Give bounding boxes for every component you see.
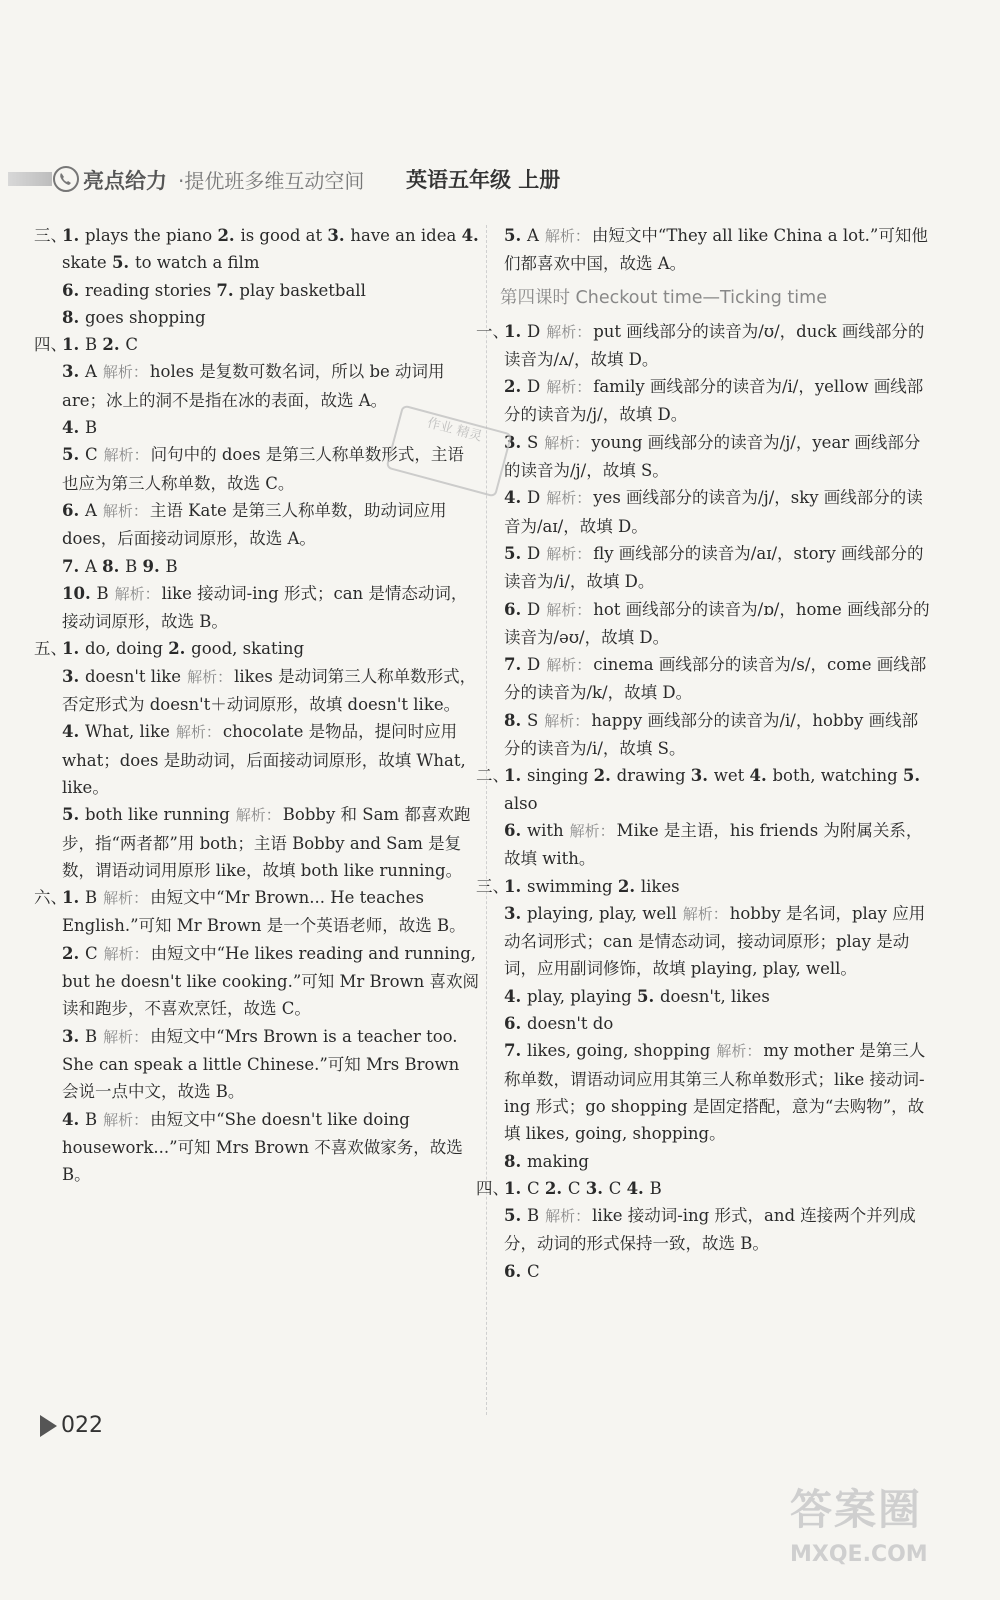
question-number: 7. <box>504 1041 527 1061</box>
answer-item <box>504 707 932 763</box>
answer-text: 主语 Kate 是第三人称单数，助动词应用 does，后面接动词原形，故选 A。 <box>62 500 447 549</box>
answer-text: likes <box>640 876 680 896</box>
analysis-label: 解析： <box>546 322 592 341</box>
answer-text: doesn't like <box>84 666 182 686</box>
analysis-label: 解析： <box>545 1207 591 1226</box>
question-number: 3. <box>62 362 85 382</box>
page-number: 022 <box>61 1413 103 1438</box>
answer-text: What, like <box>84 722 170 742</box>
answer-text: Mike 是主语，his friends 为附属关系，故填 with。 <box>504 820 923 869</box>
analysis-label: 解析： <box>103 944 149 963</box>
answer-item <box>62 663 480 719</box>
answer-item <box>62 801 480 884</box>
answer-text: C <box>567 1178 586 1198</box>
answer-text: likes 是动词第三人称单数形式，否定形式为 doesn't＋动词原形，故填 doesn't like。 <box>62 666 477 715</box>
answer-item <box>476 318 932 374</box>
question-number: 5. <box>902 766 921 786</box>
question-number: 1. <box>504 1178 527 1198</box>
answer-text: plays the piano <box>84 226 218 245</box>
answer-text: swimming <box>526 876 618 896</box>
question-number: 2. <box>617 876 641 896</box>
answer-text: holes 是复数可数名词，所以 be 动词用 are；冰上的洞不是指在冰的表面，故选 A。 <box>62 362 445 410</box>
question-number: 2. <box>504 377 527 397</box>
answer-text: S <box>526 710 539 730</box>
section-number: 六、 <box>34 888 67 908</box>
question-number: 1. <box>504 876 527 896</box>
answer-text: B <box>84 335 103 355</box>
analysis-label: 解析： <box>569 821 615 840</box>
question-number: 4. <box>504 488 527 508</box>
analysis-label: 解析： <box>546 656 592 675</box>
answer-item <box>504 222 932 278</box>
answer-text: doesn't, likes <box>659 986 770 1006</box>
analysis-label: 解析： <box>103 446 149 465</box>
question-number: 4. <box>62 418 85 438</box>
question-number: 3. <box>62 1026 85 1046</box>
analysis-label: 解析： <box>103 1027 149 1046</box>
question-number: 2. <box>102 335 126 355</box>
answer-item <box>504 1037 932 1147</box>
section-number: 一、 <box>476 321 509 341</box>
answer-item <box>34 884 480 940</box>
answer-text: play, playing <box>526 986 637 1006</box>
analysis-label: 解析： <box>544 227 590 245</box>
answer-text: fly 画线部分的读音为/aɪ/，story 画线部分的读音为/i/，故填 D。 <box>504 543 924 592</box>
analysis-label: 解析： <box>716 1042 762 1061</box>
answer-text: B <box>84 888 98 908</box>
answer-text: B <box>84 1109 98 1129</box>
question-number: 6. <box>504 1014 527 1034</box>
answer-text: chocolate 是物品，提问时应用 what；does 是助动词，后面接动词原形，故填 What, like。 <box>62 722 466 797</box>
question-number: 3. <box>504 432 527 452</box>
question-number: 3. <box>62 666 85 686</box>
answer-text: my mother 是第三人称单数，谓语动词应用其第三人称单数形式；like 接动词-ing 形式；go shopping 是固定搭配，意为“去购物”，故填 likes, going, shopping。 <box>504 1041 926 1144</box>
answer-text: 由短文中“Mrs Brown is a teacher too. She can speak a little Chinese.”可知 Mrs Brown 会说一点中文，故选 B。 <box>62 1026 460 1102</box>
answer-text: put 画线部分的读音为/ʊ/，duck 画线部分的读音为/ʌ/，故填 D。 <box>504 321 925 369</box>
question-number: 1. <box>62 639 85 659</box>
question-number: 1. <box>62 888 85 908</box>
question-number: 6. <box>62 500 85 520</box>
answer-text: is good at <box>240 226 328 245</box>
answer-text: B <box>526 1206 540 1226</box>
section-number: 四、 <box>34 335 67 355</box>
analysis-label: 解析： <box>682 904 728 923</box>
answer-text: both like running <box>84 805 230 825</box>
answer-text: family 画线部分的读音为/i/，yellow 画线部分的读音为/j/，故填 D。 <box>504 377 924 425</box>
section-number: 三、 <box>476 876 509 896</box>
answer-text: hot 画线部分的读音为/ɒ/，home 画线部分的读音为/əʊ/，故填 D。 <box>504 599 930 647</box>
question-number: 5. <box>62 445 85 465</box>
question-number: 2. <box>168 639 192 659</box>
question-number: 2. <box>593 766 617 786</box>
right-column-top <box>504 222 932 278</box>
answer-text: D <box>526 377 541 397</box>
answer-text: good, skating <box>191 639 305 659</box>
question-number: 4. <box>461 226 479 245</box>
answer-text: have an idea <box>350 226 462 245</box>
question-number: 4. <box>504 986 527 1006</box>
homework-stamp: 作业 精灵 <box>385 404 512 497</box>
answer-item <box>62 580 480 636</box>
answer-item <box>504 900 932 983</box>
answer-text: B <box>125 556 143 576</box>
answer-text: making <box>526 1151 589 1171</box>
answer-text: drawing <box>616 766 691 786</box>
answer-text: D <box>526 321 541 341</box>
answer-text: doesn't do <box>526 1014 614 1034</box>
answer-item <box>476 873 932 900</box>
question-number: 5. <box>504 226 527 245</box>
answer-text: C <box>526 1261 540 1281</box>
answer-text: C <box>608 1178 627 1198</box>
answer-text: A <box>84 362 97 382</box>
analysis-label: 解析： <box>102 501 148 520</box>
answer-item <box>504 540 932 596</box>
answer-item <box>504 484 932 540</box>
question-number: 6. <box>504 820 527 840</box>
question-number: 3. <box>690 766 714 786</box>
answer-text: young 画线部分的读音为/j/，year 画线部分的读音为/j/，故填 S。 <box>504 432 921 481</box>
question-number: 1. <box>504 321 527 341</box>
answer-text: 由短文中“She doesn't like doing housework...”可知 Mrs Brown 不喜欢做家务，故选 B。 <box>62 1109 463 1185</box>
section-number: 四、 <box>476 1178 509 1198</box>
answer-item <box>62 718 480 801</box>
answer-item <box>504 817 932 873</box>
question-number: 4. <box>749 766 773 786</box>
answer-item <box>504 596 932 652</box>
question-number: 9. <box>142 556 166 576</box>
question-number: 4. <box>62 1109 85 1129</box>
answer-text: B <box>84 418 98 438</box>
answer-text: 由短文中“Mr Brown... He teaches English.”可知 Mr Brown 是一个英语老师，故选 B。 <box>62 888 466 936</box>
question-number: 5. <box>111 253 135 273</box>
answer-item <box>476 1175 932 1202</box>
answer-item <box>62 304 480 331</box>
series-subtitle: ·提优班多维互动空间 <box>178 169 365 193</box>
analysis-label: 解析： <box>544 711 590 730</box>
answer-item <box>34 222 480 277</box>
section-number: 二、 <box>476 766 509 786</box>
answer-text: 由短文中“They all like China a lot.”可知他们都喜欢中国，故选 A。 <box>504 226 928 274</box>
phone-logo-icon <box>52 165 80 193</box>
answer-text: C <box>84 943 98 963</box>
analysis-label: 解析： <box>544 433 590 452</box>
answer-text: skate <box>62 253 112 273</box>
answer-text: likes, going, shopping <box>526 1041 711 1061</box>
answer-text: A <box>526 226 539 245</box>
triangle-marker-icon <box>40 1415 57 1437</box>
book-title: 英语五年级 上册 <box>406 168 561 192</box>
analysis-label: 解析： <box>546 600 592 619</box>
answer-text: to watch a film <box>134 253 260 273</box>
answer-item <box>476 762 932 817</box>
header-decor-bar <box>8 172 52 186</box>
page-footer <box>40 1413 103 1438</box>
answer-text: yes 画线部分的读音为/j/，sky 画线部分的读音为/aɪ/，故填 D。 <box>504 488 923 536</box>
answer-text: C <box>125 335 138 355</box>
answer-item <box>62 1106 480 1189</box>
analysis-label: 解析： <box>546 489 592 508</box>
analysis-label: 解析： <box>114 584 160 603</box>
question-number: 7. <box>504 655 527 675</box>
section-number: 五、 <box>34 639 67 659</box>
answer-item <box>504 651 932 707</box>
answer-item <box>504 373 932 429</box>
column-divider <box>486 225 487 1415</box>
question-number: 2. <box>544 1178 568 1198</box>
answer-text: D <box>526 488 541 508</box>
question-number: 1. <box>62 335 85 355</box>
analysis-label: 解析： <box>103 889 149 908</box>
site-watermark <box>790 1480 980 1590</box>
analysis-label: 解析： <box>235 806 281 825</box>
answer-item <box>62 497 480 553</box>
answer-text: playing, play, well <box>526 903 677 923</box>
page-header <box>8 160 988 200</box>
analysis-label: 解析： <box>546 544 592 563</box>
answer-text: B <box>165 556 178 576</box>
answer-text: 问句中的 does 是第三人称单数形式，主语也应为第三人称单数，故选 C。 <box>62 445 464 493</box>
answer-item <box>504 1258 932 1285</box>
answer-item <box>62 358 480 414</box>
answer-item <box>504 1148 932 1175</box>
answer-text: C <box>84 445 98 465</box>
question-number: 6. <box>504 1261 527 1281</box>
answer-text: cinema 画线部分的读音为/s/，come 画线部分的读音为/k/，故填 D。 <box>504 655 927 703</box>
analysis-label: 解析： <box>187 667 233 686</box>
question-number: 3. <box>585 1178 609 1198</box>
question-number: 3. <box>504 903 527 923</box>
analysis-label: 解析： <box>175 723 221 742</box>
answer-text: reading stories <box>84 280 217 300</box>
question-number: 5. <box>504 1206 527 1226</box>
question-number: 4. <box>626 1178 650 1198</box>
watermark-url: MXQE.COM <box>790 1542 928 1567</box>
answer-text: hobby 是名词，play 应用动名词形式；can 是情态动词，接动词原形；play 是动词，应用副词修饰，故填 playing, play, well。 <box>504 903 926 979</box>
answer-item <box>62 277 480 304</box>
question-number: 10. <box>62 583 97 603</box>
answer-text: D <box>526 543 541 563</box>
question-number: 2. <box>62 943 85 963</box>
answer-item <box>62 940 480 1023</box>
question-number: 2. <box>217 226 241 245</box>
answer-text: play basketball <box>239 280 366 300</box>
question-number: 8. <box>504 710 527 730</box>
answer-text: with <box>526 820 564 840</box>
answer-text: like 接动词-ing 形式；can 是情态动词，接动词原形，故选 B。 <box>62 583 468 632</box>
answer-text: do, doing <box>84 639 169 659</box>
question-number: 1. <box>62 226 85 245</box>
answer-item <box>62 553 480 580</box>
answer-text: S <box>526 432 539 452</box>
question-number: 5. <box>504 543 527 563</box>
answer-item <box>504 429 932 485</box>
answer-text: B <box>96 583 109 603</box>
answer-text: Bobby 和 Sam 都喜欢跑步，指“两者都”用 both；主语 Bobby and Sam 是复数，谓语动词用原形 like，故填 both like running。 <box>62 805 471 880</box>
section-number: 三、 <box>34 226 67 245</box>
answer-item <box>62 1023 480 1106</box>
answer-text: D <box>526 655 541 675</box>
question-number: 6. <box>504 599 527 619</box>
question-number: 1. <box>504 766 527 786</box>
right-column <box>476 222 932 1285</box>
answer-text: wet <box>713 766 750 786</box>
answer-item <box>504 983 932 1010</box>
answer-text: C <box>526 1178 545 1198</box>
answer-text: like 接动词-ing 形式，and 连接两个并列成分，动词的形式保持一致，故选 B。 <box>504 1206 916 1254</box>
answer-text: A <box>84 500 97 520</box>
question-number: 8. <box>504 1151 527 1171</box>
analysis-label: 解析： <box>103 1110 149 1129</box>
answer-item <box>504 1202 932 1258</box>
question-number: 8. <box>62 307 85 327</box>
answer-text: happy 画线部分的读音为/i/，hobby 画线部分的读音为/i/，故填 S。 <box>504 710 919 759</box>
lesson-title: 第四课时 Checkout time—Ticking time <box>500 287 827 308</box>
answer-item <box>34 635 480 662</box>
answer-item <box>504 1010 932 1037</box>
question-number: 8. <box>102 556 126 576</box>
answer-text: D <box>526 599 541 619</box>
analysis-label: 解析： <box>102 363 148 382</box>
answer-text: goes shopping <box>84 307 206 327</box>
watermark-logo-text: 答案圈 <box>790 1485 923 1534</box>
question-number: 7. <box>216 280 240 300</box>
answer-text: A <box>84 556 103 576</box>
right-column-answers <box>476 318 932 1285</box>
answer-item <box>34 331 480 358</box>
question-number: 4. <box>62 722 85 742</box>
question-number: 6. <box>62 280 85 300</box>
brand-name: 亮点给力 <box>83 169 167 193</box>
analysis-label: 解析： <box>546 378 592 397</box>
question-number: 5. <box>637 986 660 1006</box>
question-number: 3. <box>327 226 351 245</box>
answer-text: B <box>84 1026 98 1046</box>
answer-text: singing <box>526 766 594 786</box>
left-column <box>34 222 480 1188</box>
answer-text: B <box>649 1178 662 1198</box>
answer-text: both, watching <box>772 766 903 786</box>
answer-text: 由短文中“He likes reading and running, but he doesn't like cooking.”可知 Mr Brown 喜欢阅读和跑步，不喜欢烹饪，故选 C。 <box>62 943 479 1019</box>
question-number: 7. <box>62 556 85 576</box>
answer-text: also <box>504 793 538 813</box>
question-number: 5. <box>62 805 85 825</box>
